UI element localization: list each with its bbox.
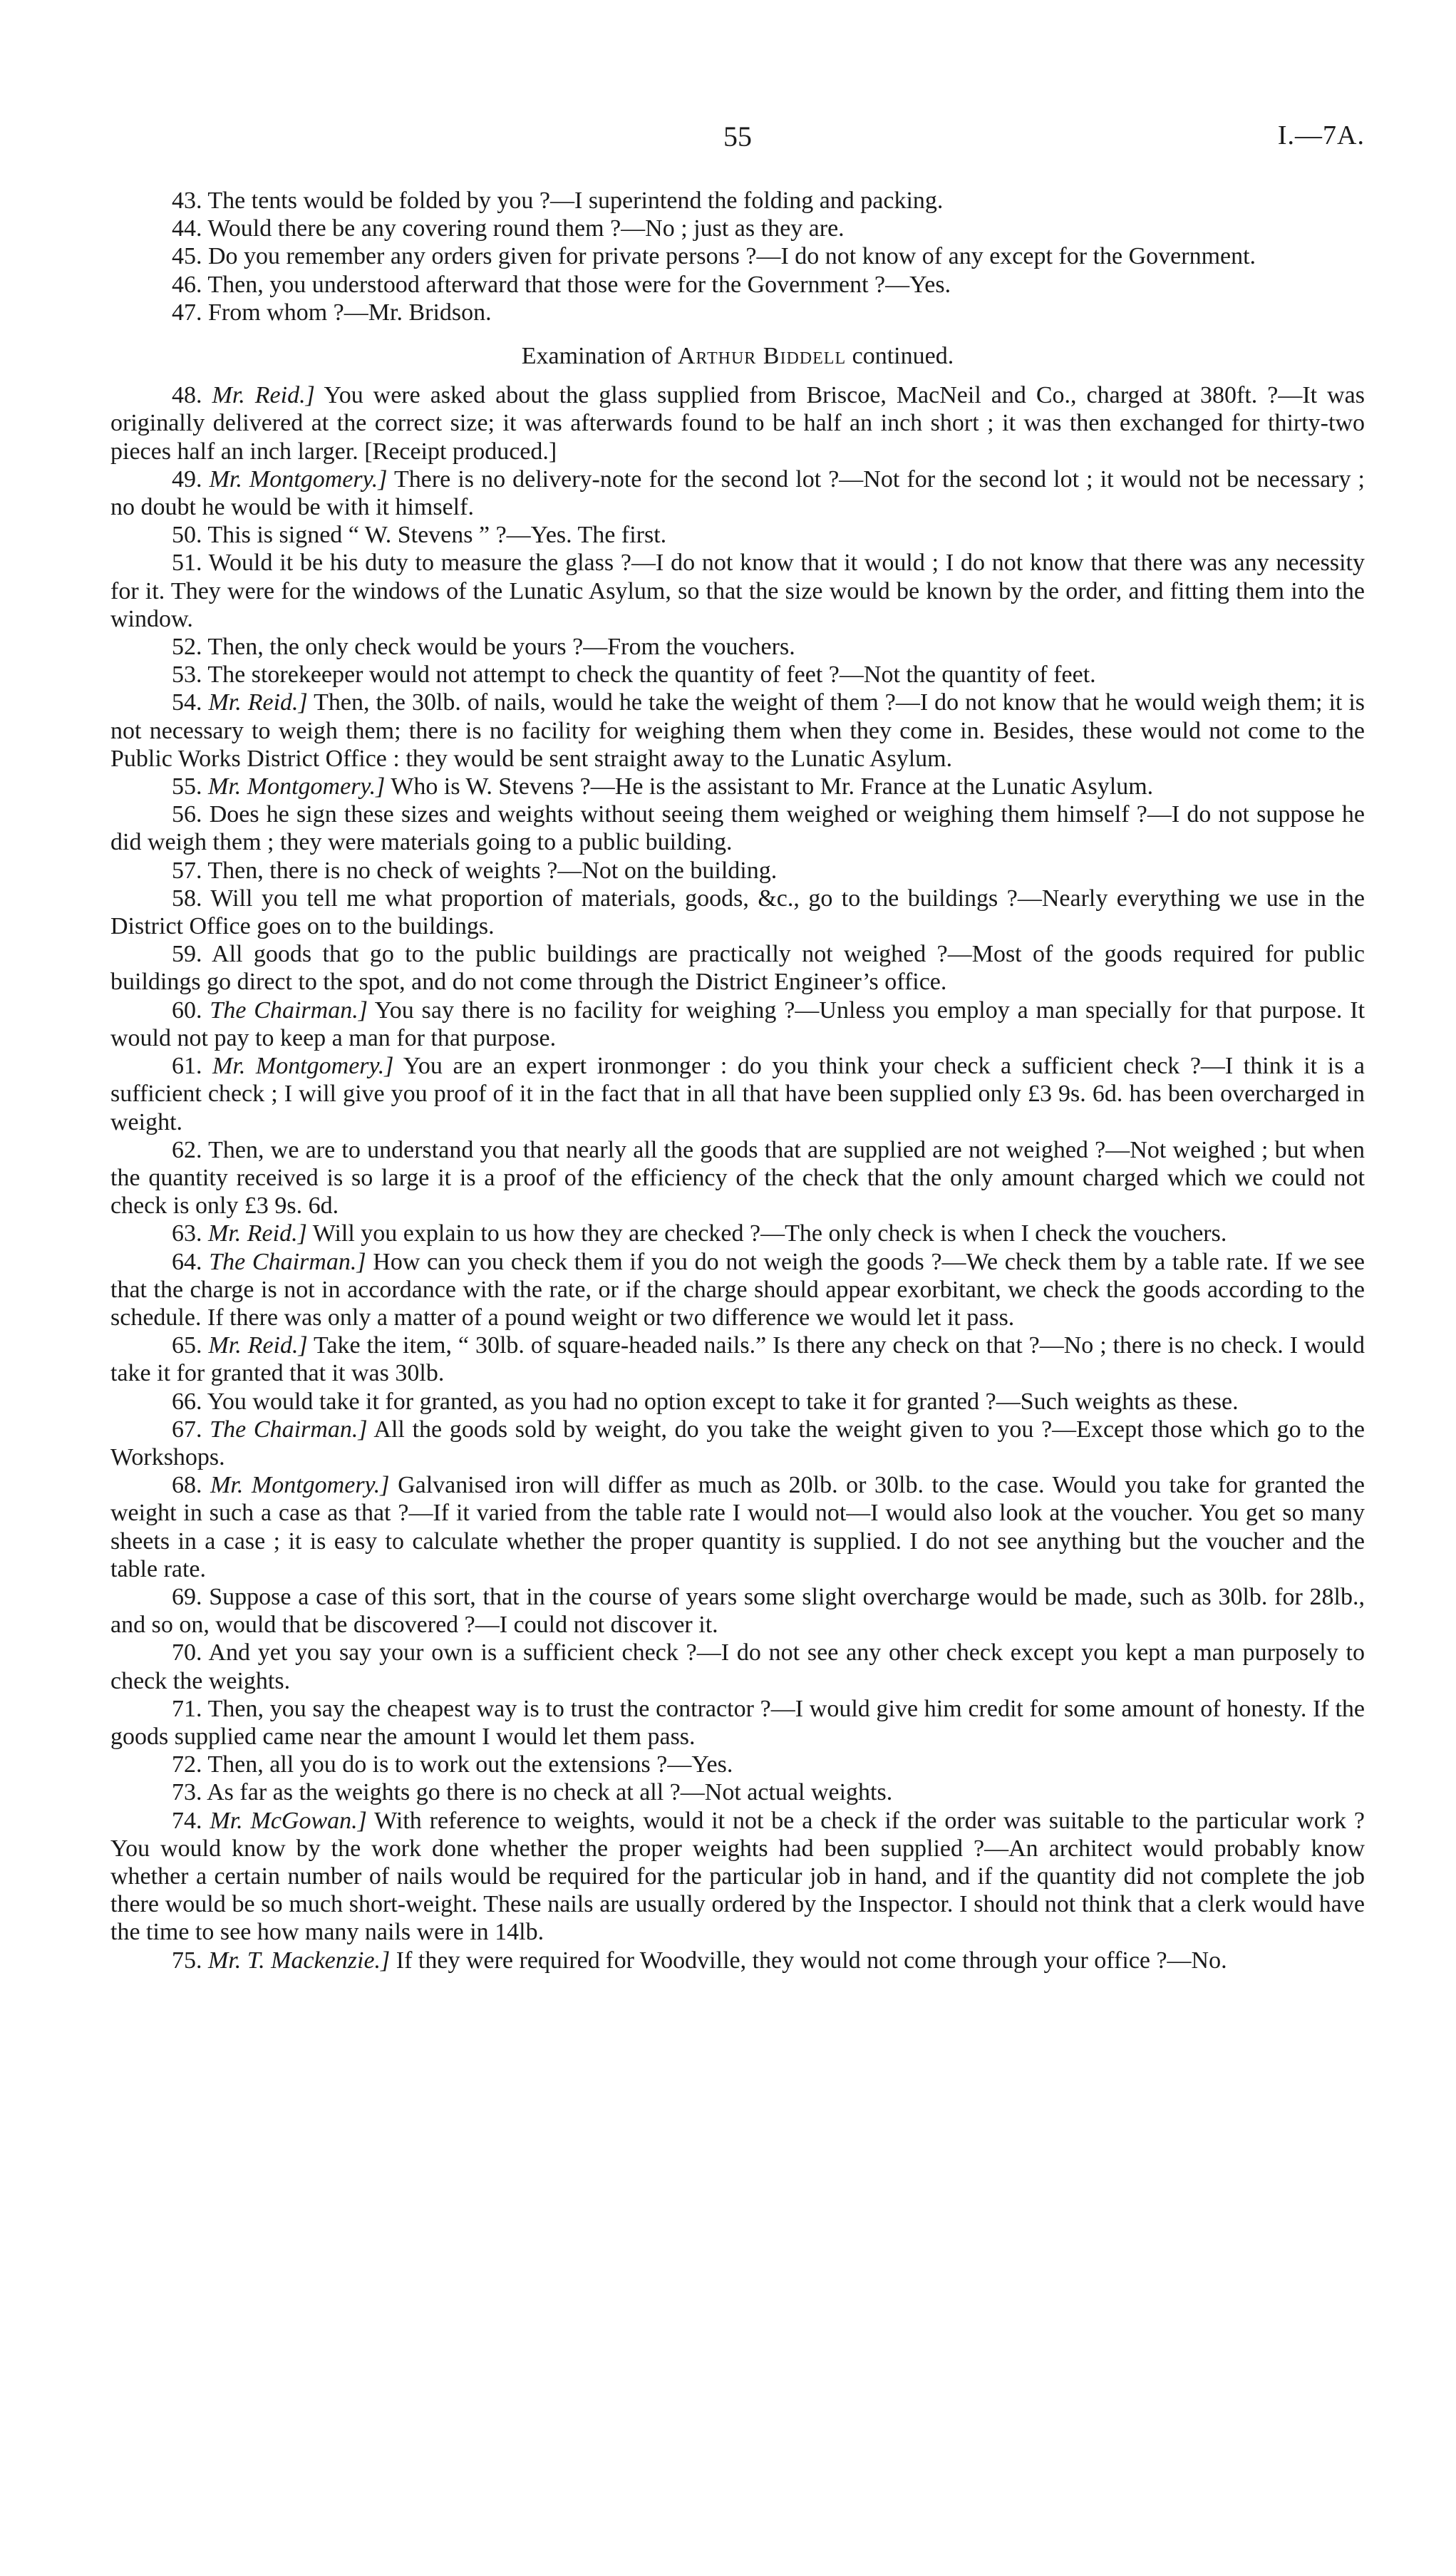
speaker: The Chairman.] [210, 996, 368, 1024]
question-answer [110, 996, 1365, 1052]
question-number: 71. [172, 1695, 202, 1722]
question-text: Then, you understood afterward that those were for the Government ?—Yes. [207, 271, 951, 298]
question-number: 57. [172, 857, 202, 884]
question-answer [110, 1136, 1365, 1220]
question-number: 61. [172, 1053, 202, 1080]
speaker: Mr. Montgomery.] [210, 1472, 390, 1499]
question-answer [110, 521, 1365, 549]
question-answer [110, 1778, 1365, 1806]
page-number: 55 [723, 120, 752, 153]
question-text: Then, you say the cheapest way is to trust the contractor ?—I would give him credit for some amount of honesty. If the goods supplied came near the amount I would let them pass. [110, 1695, 1365, 1750]
question-number: 45. [172, 243, 202, 270]
question-text: Will you tell me what proportion of materials, goods, &c., go to the buildings ?—Nearly everything we use in the District Office goes on to the buildings. [110, 885, 1365, 940]
question-answer [110, 1583, 1365, 1639]
question-answer [110, 1471, 1365, 1583]
question-text: All the goods sold by weight, do you take the weight given to you ?—Except those which go to the Workshops. [110, 1416, 1365, 1470]
question-number: 72. [172, 1751, 202, 1778]
question-number: 70. [172, 1639, 202, 1666]
heading-prefix: Examination of [521, 343, 672, 370]
examination-heading [110, 342, 1365, 370]
question-text: From whom ?—Mr. Bridson. [208, 299, 492, 326]
question-text: All goods that go to the public buildings are practically not weighed ?—Most of the goods required for public buildings go direct to the spot, and do not come through the District Engineer’s office. [110, 941, 1365, 996]
question-number: 44. [172, 215, 202, 242]
question-number: 58. [172, 885, 202, 912]
question-answer [110, 1248, 1365, 1332]
question-answer [110, 857, 1365, 885]
question-number: 73. [172, 1779, 202, 1806]
question-number: 75. [172, 1947, 202, 1974]
question-text: Would there be any covering round them ?—No ; just as they are. [207, 215, 845, 242]
speaker: The Chairman.] [210, 1416, 368, 1443]
question-answer [110, 465, 1365, 521]
question-text: If they were required for Woodville, they would not come through your office ?—No. [396, 1947, 1227, 1974]
speaker: Mr. Reid.] [208, 1332, 308, 1359]
question-number: 52. [172, 634, 202, 661]
speaker: The Chairman.] [209, 1248, 366, 1275]
question-answer [110, 215, 1365, 242]
question-text: There is no delivery-note for the second lot ?—Not for the second lot ; it would not be necessary ; no doubt he would be with it himself. [110, 465, 1365, 521]
question-answer [110, 242, 1365, 270]
question-answer [110, 187, 1365, 215]
speaker: Mr. Montgomery.] [209, 465, 388, 493]
question-number: 68. [172, 1472, 202, 1499]
question-number: 59. [172, 941, 202, 968]
question-answer [110, 1807, 1365, 1947]
question-answer [110, 1416, 1365, 1471]
question-answer [110, 885, 1365, 940]
question-number: 74. [172, 1807, 202, 1834]
question-number: 67. [172, 1416, 202, 1443]
question-answer [110, 800, 1365, 856]
question-answer [110, 661, 1365, 689]
question-number: 51. [172, 550, 202, 577]
speaker: Mr. Montgomery.] [212, 1053, 394, 1080]
question-text: Then, all you do is to work out the extensions ?—Yes. [207, 1751, 733, 1778]
question-answer [110, 271, 1365, 299]
question-number: 63. [172, 1220, 202, 1247]
question-text: Then, the only check would be yours ?—From the vouchers. [207, 634, 795, 661]
question-text: Then, there is no check of weights ?—Not on the building. [207, 857, 778, 884]
question-answer [110, 1220, 1365, 1247]
heading-suffix: continued. [852, 343, 954, 370]
question-answer [110, 1639, 1365, 1694]
question-text: With reference to weights, would it not be a check if the order was suitable to the particular work ? You would know by the work done whether the proper weights had been supplied ?—An architect would probably know whether a certain number of nails would be required for the particular job in hand, and if the quantity did not complete the job there would be so much short-weight. These nails are usually ordered by the Inspector. I should not think that a clerk would have the time to see how many nails were in 14lb. [110, 1807, 1365, 1946]
question-number: 54. [172, 689, 202, 716]
question-answer [110, 1388, 1365, 1416]
question-number: 47. [172, 299, 202, 326]
question-number: 49. [172, 465, 202, 493]
question-answer [110, 773, 1365, 800]
question-text: How can you check them if you do not weigh the goods ?—We check them by a table rate. If we see that the charge is not in accordance with the rate, or if the charge should appear exorbitant, we check the goods according to the schedule. If there was only a matter of a pound weight or two difference we would let it pass. [110, 1248, 1365, 1331]
speaker: Mr. Reid.] [208, 689, 308, 716]
speaker: Mr. McGowan.] [210, 1807, 367, 1834]
question-text: As far as the weights go there is no check at all ?—Not actual weights. [207, 1779, 893, 1806]
question-number: 50. [172, 522, 202, 549]
speaker: Mr. Reid.] [208, 1220, 307, 1247]
speaker: Mr. T. Mackenzie.] [208, 1947, 391, 1974]
question-text: You say there is no facility for weighing ?—Unless you employ a man specially for that purpose. It would not pay to keep a man for that purpose. [110, 996, 1365, 1051]
speaker: Mr. Montgomery.] [208, 773, 386, 800]
question-text: Take the item, “ 30lb. of square-headed nails.” Is there any check on that ?—No ; there is no check. I would take it for granted that it was 30lb. [110, 1332, 1365, 1387]
witness-name: Arthur Biddell [677, 343, 847, 370]
question-text: You would take it for granted, as you had no option except to take it for granted ?—Such weights as these. [207, 1388, 1239, 1415]
question-answer [110, 381, 1365, 465]
question-number: 55. [172, 773, 202, 800]
question-text: The storekeeper would not attempt to check the quantity of feet ?—Not the quantity of feet. [207, 661, 1096, 689]
question-text: Then, we are to understand you that nearly all the goods that are supplied are not weighed ?—Not weighed ; but when the quantity received is so large it is a proof of the efficiency of the check that the only amount charged which we could not check is only £3 9s. 6d. [110, 1136, 1365, 1220]
question-number: 46. [172, 271, 202, 298]
question-answer [110, 1947, 1365, 1974]
question-text: Then, the 30lb. of nails, would he take the weight of them ?—I do not know that he would weigh them; it is not necessary to weigh them; there is no facility for weighing them when they come in. Besides, these would not come to the Public Works District Office : they would be sent straight away to the Lunatic Asylum. [110, 689, 1365, 772]
question-number: 56. [172, 801, 202, 828]
question-text: Would it be his duty to measure the glass ?—I do not know that it would ; I do not know that there was any necessity for it. They were for the windows of the Lunatic Asylum, so that the size would be known by the order, and fitting them into the window. [110, 550, 1365, 632]
question-text: Suppose a case of this sort, that in the course of years some slight overcharge would be made, such as 30lb. for 28lb., and so on, would that be discovered ?—I could not discover it. [110, 1583, 1365, 1639]
question-text: Do you remember any orders given for private persons ?—I do not know of any except for the Government. [208, 243, 1256, 270]
question-text: Galvanised iron will differ as much as 20lb. or 30lb. to the case. Would you take for granted the weight in such a case as that ?—If it varied from the table rate I would not—I would also look at the voucher. You get so many sheets in a case ; it is easy to calculate whether the proper quantity is supplied. I do not see anything but the voucher and the table rate. [110, 1472, 1365, 1582]
speaker: Mr. Reid.] [212, 382, 315, 409]
testimony-body [110, 187, 1365, 1974]
question-answer [110, 633, 1365, 661]
question-answer [110, 1331, 1365, 1387]
question-text: Who is W. Stevens ?—He is the assistant to Mr. France at the Lunatic Asylum. [391, 773, 1154, 800]
question-answer [110, 940, 1365, 996]
questions-before-heading [110, 187, 1365, 326]
question-text: Does he sign these sizes and weights without seeing them weighed or weighing them himself ?—I do not suppose he did weigh them ; they were materials going to a public building. [110, 801, 1365, 856]
page-header [110, 120, 1365, 163]
question-number: 69. [172, 1583, 202, 1610]
question-answer [110, 689, 1365, 773]
question-number: 53. [172, 661, 202, 689]
question-text: And yet you say your own is a sufficient check ?—I do not see any other check except you kept a man purposely to check the weights. [110, 1639, 1365, 1694]
question-text: This is signed “ W. Stevens ” ?—Yes. The first. [207, 522, 667, 549]
question-answer [110, 299, 1365, 326]
question-number: 60. [172, 996, 202, 1024]
question-text: The tents would be folded by you ?—I superintend the folding and packing. [207, 187, 944, 214]
question-text: You are an expert ironmonger : do you think your check a sufficient check ?—I think it is a sufficient check ; I will give you proof of it in the fact that in all that have been supplied only £3 9s. 6d. has been overcharged in weight. [110, 1053, 1365, 1135]
question-number: 43. [172, 187, 202, 214]
question-text: You were asked about the glass supplied from Briscoe, MacNeil and Co., charged at 380ft. ?—It was originally delivered at the correct size; it was afterwards found to be half an inch short ; it was then exchanged for thirty-two pieces half an inch larger. [Receipt produced.] [110, 382, 1365, 465]
question-answer [110, 1052, 1365, 1136]
question-number: 64. [172, 1248, 202, 1275]
question-number: 48. [172, 382, 202, 409]
question-number: 65. [172, 1332, 202, 1359]
questions-after-heading [110, 381, 1365, 1974]
question-answer [110, 549, 1365, 633]
question-number: 62. [172, 1136, 202, 1163]
question-number: 66. [172, 1388, 202, 1415]
question-answer [110, 1751, 1365, 1778]
question-answer [110, 1695, 1365, 1751]
document-reference: I.—7A. [1277, 120, 1365, 150]
question-text: Will you explain to us how they are checked ?—The only check is when I check the vouchers. [312, 1220, 1227, 1247]
